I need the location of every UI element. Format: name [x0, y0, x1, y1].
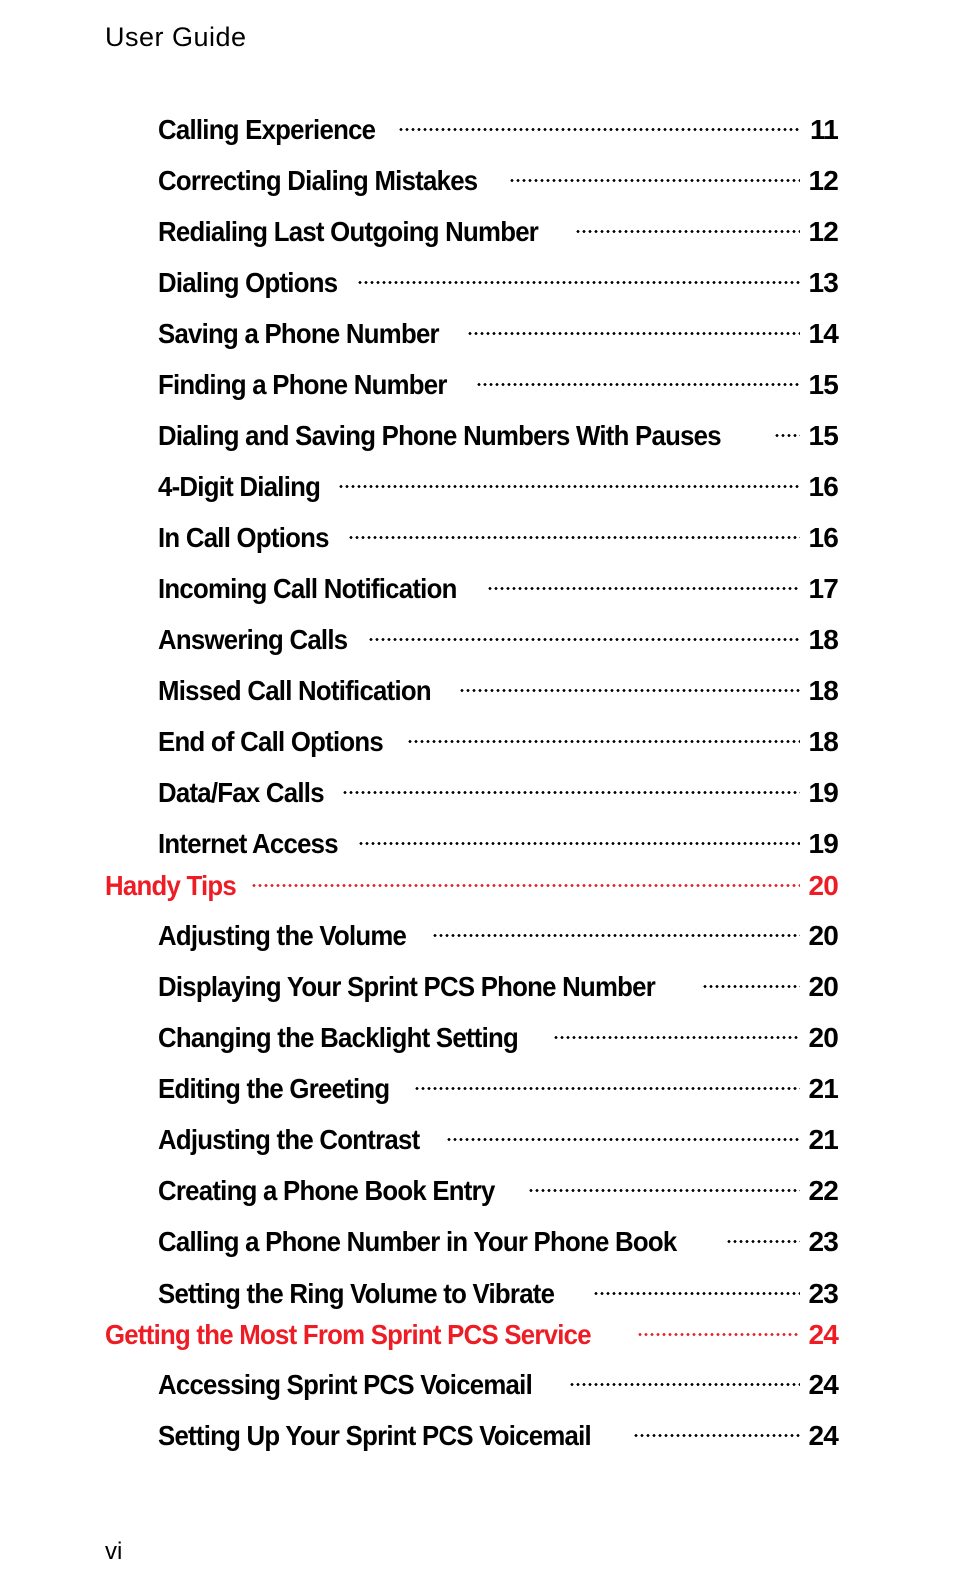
- toc-entry[interactable]: [158, 307, 838, 352]
- toc-entry-title: Accessing Sprint PCS Voicemail: [158, 1369, 532, 1400]
- dot-leader: [251, 859, 800, 895]
- toc-entry-title: Correcting Dialing Mistakes: [158, 165, 478, 196]
- toc-entry[interactable]: [158, 358, 838, 403]
- toc-entry[interactable]: [158, 154, 838, 199]
- dot-leader: [467, 307, 800, 343]
- toc-entry[interactable]: [158, 909, 838, 954]
- toc-entry-title: Setting the Ring Volume to Vibrate: [158, 1278, 555, 1309]
- toc-entry[interactable]: [158, 103, 838, 148]
- toc-entry-title: Adjusting the Volume: [158, 920, 407, 951]
- dot-leader: [528, 1164, 800, 1200]
- dot-leader: [575, 205, 800, 241]
- toc-entry-title: Calling a Phone Number in Your Phone Book: [158, 1226, 677, 1257]
- toc-entry[interactable]: [158, 817, 838, 862]
- toc-entry-page: 24: [808, 1319, 838, 1350]
- toc-entry-title: 4-Digit Dialing: [158, 471, 321, 502]
- dot-leader: [637, 1308, 800, 1344]
- dot-leader: [338, 460, 800, 496]
- toc-entry-page: 22: [808, 1175, 838, 1206]
- dot-leader: [407, 715, 800, 751]
- toc-entry-page: 11: [810, 114, 838, 145]
- toc-entry-title: Editing the Greeting: [158, 1073, 390, 1104]
- page-number: vi: [105, 1538, 123, 1565]
- toc-entry-title: Dialing Options: [158, 267, 338, 298]
- toc-entry-page: 17: [808, 573, 838, 604]
- toc-entry-title: Missed Call Notification: [158, 675, 431, 706]
- toc-entry-title: Setting Up Your Sprint PCS Voicemail: [158, 1420, 591, 1451]
- toc-entry-page: 23: [808, 1278, 838, 1309]
- toc-entry-title: Answering Calls: [158, 624, 348, 655]
- toc-entry-page: 21: [808, 1124, 838, 1155]
- dot-leader: [702, 960, 800, 996]
- toc-entry[interactable]: [158, 205, 838, 250]
- dot-leader: [476, 358, 800, 394]
- dot-leader: [432, 909, 800, 945]
- dot-leader: [414, 1062, 800, 1098]
- toc-entry[interactable]: [158, 664, 838, 709]
- toc-entry-title: Redialing Last Outgoing Number: [158, 216, 539, 247]
- toc-entry[interactable]: [158, 409, 838, 454]
- toc-entry-title: Adjusting the Contrast: [158, 1124, 420, 1155]
- dot-leader: [774, 409, 800, 445]
- toc-entry-page: 23: [808, 1226, 838, 1257]
- dot-leader: [342, 766, 800, 802]
- toc-entry[interactable]: [158, 1358, 838, 1403]
- toc-entry[interactable]: [158, 562, 838, 607]
- dot-leader: [593, 1267, 800, 1303]
- toc-entry-page: 16: [808, 471, 838, 502]
- toc-section-heading[interactable]: [105, 859, 838, 904]
- toc-entry[interactable]: [158, 1062, 838, 1107]
- toc-entry-page: 15: [808, 369, 838, 400]
- toc-entry-page: 21: [808, 1073, 838, 1104]
- toc-entry-page: 16: [808, 522, 838, 553]
- toc-entry[interactable]: [158, 1267, 838, 1312]
- toc-entry-page: 15: [808, 420, 838, 451]
- toc-entry-title: Changing the Backlight Setting: [158, 1022, 519, 1053]
- toc-entry[interactable]: [158, 613, 838, 658]
- toc-entry-title: In Call Options: [158, 522, 329, 553]
- toc-entry-page: 20: [808, 920, 838, 951]
- dot-leader: [348, 511, 800, 547]
- toc-entry-title: Dialing and Saving Phone Numbers With Pauses: [158, 420, 721, 451]
- dot-leader: [509, 154, 800, 190]
- dot-leader: [368, 613, 800, 649]
- toc-entry[interactable]: [158, 1164, 838, 1209]
- dot-leader: [569, 1358, 800, 1394]
- toc-entry-title: Displaying Your Sprint PCS Phone Number: [158, 971, 656, 1002]
- toc-entry-title: Finding a Phone Number: [158, 369, 447, 400]
- dot-leader: [633, 1409, 800, 1445]
- toc-entry-title: Incoming Call Notification: [158, 573, 457, 604]
- toc-entry[interactable]: [158, 766, 838, 811]
- toc-entry-page: 18: [808, 624, 838, 655]
- dot-leader: [446, 1113, 800, 1149]
- toc-entry-page: 20: [808, 971, 838, 1002]
- toc-entry-title: Data/Fax Calls: [158, 777, 324, 808]
- toc-entry-page: 24: [808, 1420, 838, 1451]
- toc-entry-page: 20: [808, 870, 838, 901]
- running-header: User Guide: [105, 22, 247, 52]
- toc-entry-page: 19: [808, 828, 838, 859]
- toc-entry[interactable]: [158, 960, 838, 1005]
- toc-entry-page: 20: [808, 1022, 838, 1053]
- toc-entry-title: Creating a Phone Book Entry: [158, 1175, 495, 1206]
- toc-entry-title: Internet Access: [158, 828, 338, 859]
- toc-entry-title: Handy Tips: [105, 870, 237, 901]
- toc-entry[interactable]: [158, 256, 838, 301]
- dot-leader: [726, 1215, 800, 1251]
- toc-entry-page: 19: [808, 777, 838, 808]
- toc-entry-page: 12: [808, 165, 838, 196]
- toc-section-heading[interactable]: [105, 1308, 838, 1353]
- dot-leader: [357, 256, 800, 292]
- dot-leader: [487, 562, 800, 598]
- toc-entry[interactable]: [158, 1011, 838, 1056]
- toc-entry-title: End of Call Options: [158, 726, 384, 757]
- toc-entry[interactable]: [158, 1113, 838, 1158]
- toc-entry-page: 13: [808, 267, 838, 298]
- toc-entry-title: Saving a Phone Number: [158, 318, 439, 349]
- toc-entry-page: 24: [808, 1369, 838, 1400]
- toc-entry-page: 14: [808, 318, 838, 349]
- toc-entry[interactable]: [158, 1409, 838, 1454]
- toc-entry-title: Getting the Most From Sprint PCS Service: [105, 1319, 591, 1350]
- toc-entry[interactable]: [158, 460, 838, 505]
- dot-leader: [398, 103, 800, 139]
- dot-leader: [358, 817, 801, 853]
- toc-entry[interactable]: [158, 1215, 838, 1260]
- dot-leader: [553, 1011, 800, 1047]
- toc-entry-title: Calling Experience: [158, 114, 376, 145]
- toc-entry[interactable]: [158, 511, 838, 556]
- dot-leader: [459, 664, 800, 700]
- toc-entry-page: 18: [808, 726, 838, 757]
- toc-entry[interactable]: [158, 715, 838, 760]
- toc-entry-page: 18: [808, 675, 838, 706]
- toc-entry-page: 12: [808, 216, 838, 247]
